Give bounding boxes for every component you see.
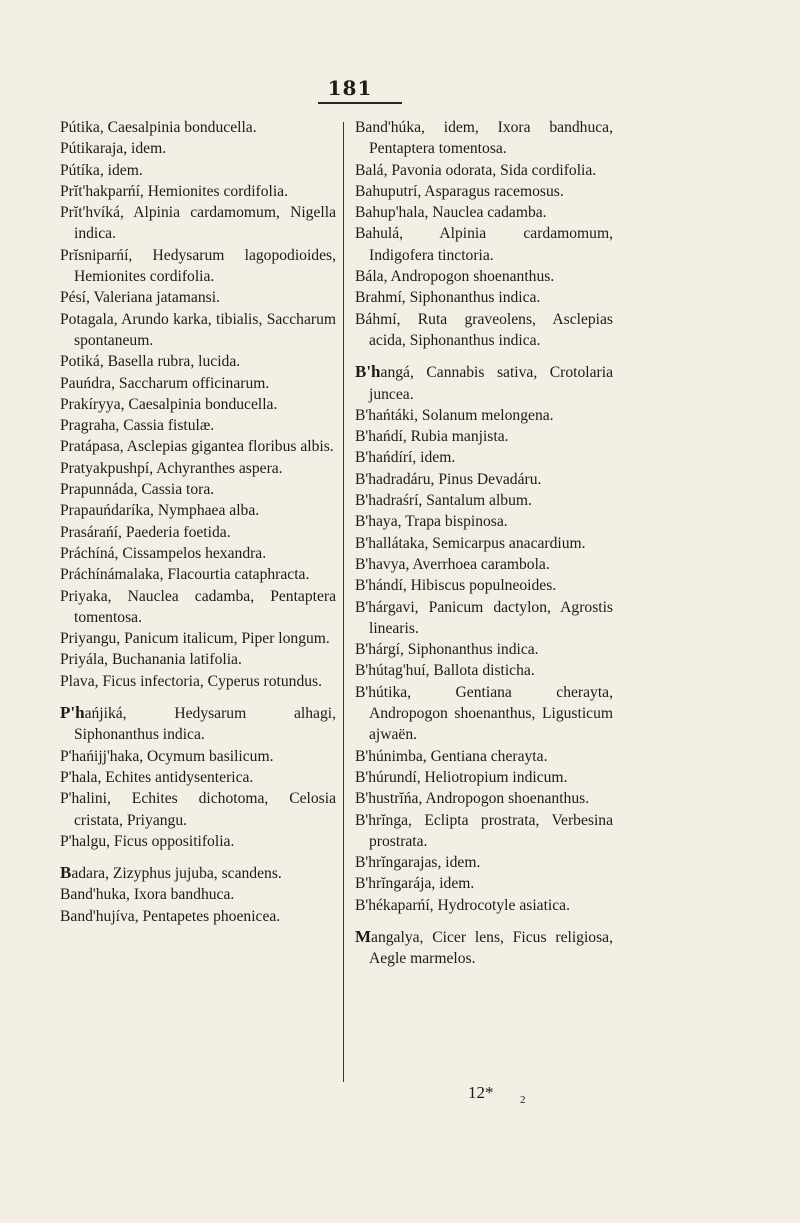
section-ph-entries: [60, 746, 336, 852]
glossary-entry: Práchíná, Cissampelos hexandra.: [60, 544, 267, 562]
glossary-entry: Práchínámalaka, Flacourtia cataphracta.: [60, 566, 310, 584]
glossary-entry: Band'hujíva, Pentapetes phoenicea.: [60, 907, 281, 925]
signature-mark: 12*: [468, 1083, 494, 1102]
glossary-entry: B'hańtáki, Solanum melongena.: [355, 406, 554, 424]
glossary-entry: B'hallátaka, Semicarpus anacardium.: [355, 534, 586, 552]
glossary-entry: P'halgu, Ficus oppositifolia.: [60, 832, 235, 850]
glossary-entry: B'hustrĭńa, Andropogon shoenanthus.: [355, 790, 590, 808]
glossary-entry: Balá, Pavonia odorata, Sida cordifolia.: [355, 161, 597, 179]
glossary-entry: Potiká, Basella rubra, lucida.: [60, 353, 241, 371]
glossary-entry: Priyaka, Nauclea cadamba, Pentaptera tomentosa.: [60, 587, 336, 626]
glossary-entry: Band'huka, Ixora bandhuca.: [60, 886, 235, 904]
glossary-entry: Pútíka, idem.: [60, 161, 143, 179]
glossary-entry: Prasárańí, Paederia foetida.: [60, 523, 231, 541]
glossary-entry: B'hrĭnga, Eclipta prostrata, Verbesina prostrata.: [355, 811, 613, 850]
glossary-entry: Pútikaraja, idem.: [60, 140, 167, 158]
glossary-entry: Priyangu, Panicum italicum, Piper longum.: [60, 630, 330, 648]
section-bh-entries: [355, 405, 613, 916]
left-column: [60, 117, 336, 927]
glossary-entry: Pragraha, Cassia fistulæ.: [60, 417, 215, 435]
glossary-entry: Bahulá, Alpinia cardamomum, Indigofera tinctoria.: [355, 225, 613, 264]
signature-number: 2: [520, 1094, 526, 1106]
section-b-first-entry: Badara, Zizyphus jujuba, scandens.: [60, 863, 282, 883]
glossary-entry: B'hándí, Hibiscus populneoides.: [355, 577, 557, 595]
section-m-initial: M: [355, 926, 372, 946]
glossary-entry: B'hárgí, Siphonanthus indica.: [355, 641, 539, 659]
glossary-entry: B'hrĭngarája, idem.: [355, 875, 475, 893]
glossary-entry: Potagala, Arundo karka, tibialis, Saccharum spontaneum.: [60, 310, 336, 349]
glossary-entry: Pútika, Caesalpinia bonducella.: [60, 119, 257, 136]
glossary-entry: P'hańijj'haka, Ocymum basilicum.: [60, 747, 274, 765]
glossary-entry: Prĭt'hvíká, Alpinia cardamomum, Nigella indica.: [60, 204, 336, 243]
glossary-entry: Prĭsniparńí, Hedysarum lagopodioides, Hemionites cordifolia.: [60, 246, 336, 286]
glossary-entry: B'húrundí, Heliotropium indicum.: [355, 768, 568, 786]
glossary-entry: B'hańdí, Rubia manjista.: [355, 428, 509, 446]
glossary-entry: B'hútika, Gentiana cherayta, Andropogon shoenanthus, Ligusticum ajwaën.: [355, 683, 613, 744]
glossary-entry: Bahup'hala, Nauclea cadamba.: [355, 204, 547, 222]
glossary-entry: B'húnimba, Gentiana cherayta.: [355, 747, 548, 765]
section-bh-initial: B'h: [355, 362, 381, 382]
glossary-entry: Prakíryya, Caesalpinia bonducella.: [60, 395, 278, 413]
glossary-entry: B'hékaparńí, Hydrocotyle asiatica.: [355, 896, 570, 914]
glossary-entry: Bahuputrí, Asparagus racemosus.: [355, 182, 564, 200]
glossary-entry: B'hadradáru, Pinus Devadáru.: [355, 470, 542, 488]
page-number-rule: [318, 102, 402, 104]
glossary-entry: Prapauńdaríka, Nymphaea alba.: [60, 502, 260, 520]
glossary-entry: Pauńdra, Saccharum officinarum.: [60, 374, 270, 392]
glossary-entry: P'hala, Echites antidysenterica.: [60, 768, 254, 786]
section-ph-initial: P'h: [60, 703, 85, 723]
section-bh-first-entry: B'hangá, Cannabis sativa, Crotolaria juncea.: [355, 362, 613, 403]
section-b-entries: [60, 884, 336, 927]
left-entries: [60, 117, 336, 692]
glossary-entry: Plava, Ficus infectoria, Cyperus rotundus.: [60, 672, 323, 690]
glossary-entry: Prĭt'hakparńí, Hemionites cordifolia.: [60, 182, 288, 200]
glossary-entry: B'hárgavi, Panicum dactylon, Agrostis linearis.: [355, 598, 613, 637]
glossary-entry: B'havya, Averrhoea carambola.: [355, 555, 550, 573]
glossary-entry: P'halini, Echites dichotoma, Celosia cristata, Priyangu.: [60, 790, 336, 829]
glossary-entry: Bála, Andropogon shoenanthus.: [355, 268, 555, 286]
glossary-entry: B'haya, Trapa bispinosa.: [355, 513, 508, 531]
right-column: [355, 117, 613, 970]
glossary-entry: B'hrĭngarajas, idem.: [355, 854, 481, 872]
section-ph-first-entry: P'hańjiká, Hedysarum alhagi, Siphonanthus indica.: [60, 703, 336, 744]
glossary-entry: Pratápasa, Asclepias gigantea floribus albis.: [60, 438, 334, 456]
glossary-entry: Pratyakpushpí, Achyranthes aspera.: [60, 459, 283, 477]
right-entries: [355, 117, 613, 351]
glossary-entry: B'hútag'huí, Ballota disticha.: [355, 662, 535, 680]
glossary-entry: Band'húka, idem, Ixora bandhuca, Pentaptera tomentosa.: [355, 119, 613, 158]
glossary-entry: Pésí, Valeriana jatamansi.: [60, 289, 220, 307]
column-divider: [343, 122, 344, 1082]
section-b-initial: B: [60, 863, 72, 883]
glossary-entry: Prapunnáda, Cassia tora.: [60, 481, 215, 499]
glossary-entry: B'hadraśrí, Santalum album.: [355, 492, 532, 510]
glossary-entry: Priyála, Buchanania latifolia.: [60, 651, 242, 669]
glossary-entry: Brahmí, Siphonanthus indica.: [355, 289, 541, 307]
page-number: 181: [327, 76, 373, 100]
glossary-entry: B'hańdírí, idem.: [355, 449, 456, 467]
glossary-entry: Báhmí, Ruta graveolens, Asclepias acida, Siphonanthus indica.: [355, 310, 613, 349]
section-m-first-entry: Mangalya, Cicer lens, Ficus religiosa, Aegle marmelos.: [355, 926, 613, 968]
